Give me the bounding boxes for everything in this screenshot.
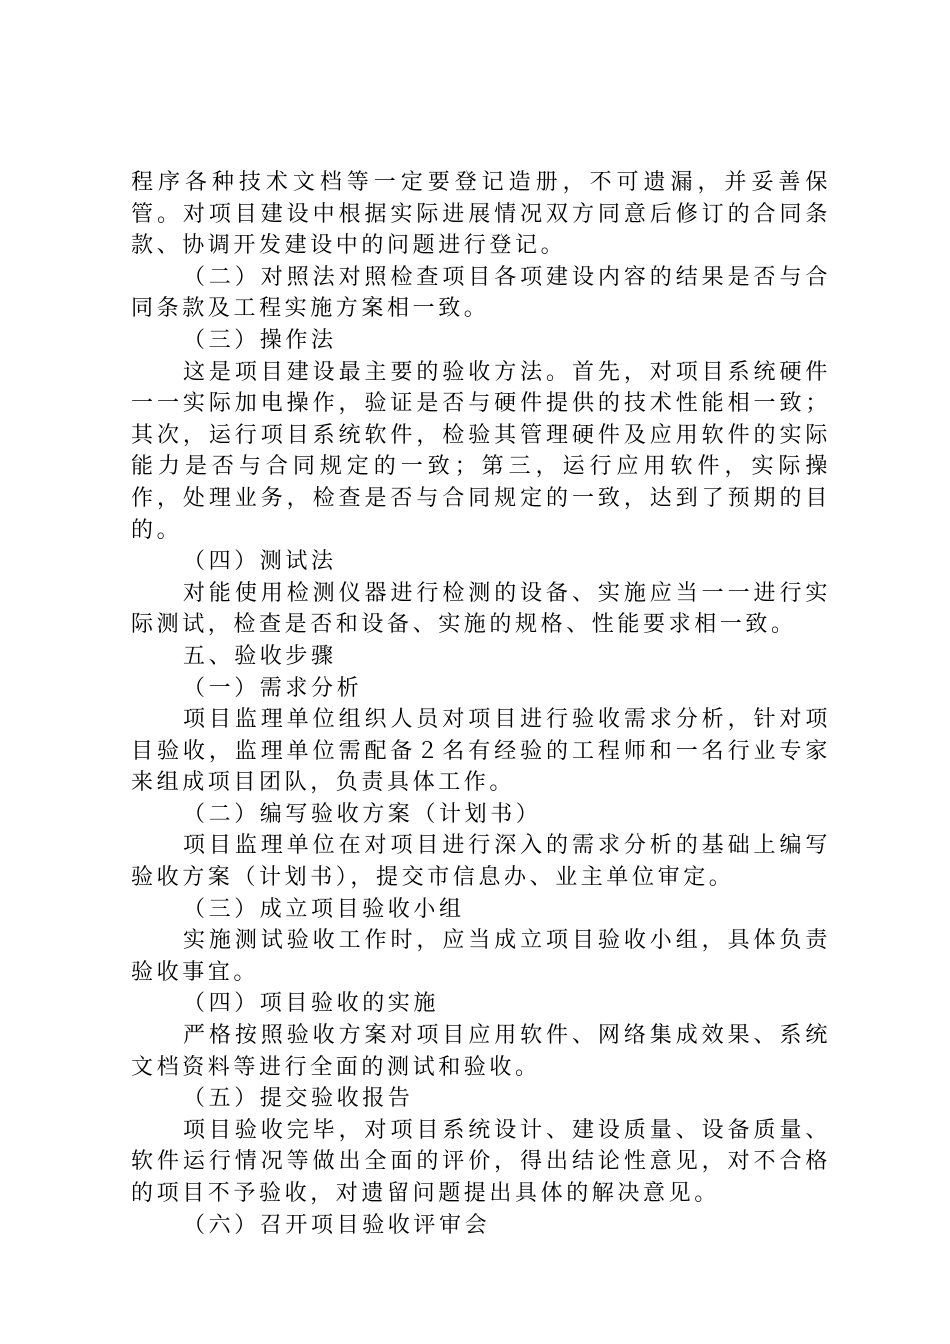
heading-requirements-analysis: （一）需求分析 [183, 675, 363, 701]
document-body [131, 167, 831, 1241]
heading-acceptance-steps: 五、验收步骤 [183, 643, 337, 669]
heading-testing-method: （四）测试法 [183, 549, 337, 575]
paragraph-acceptance-plan: 项目监理单位在对项目进行深入的需求分析的基础上编写验收方案（计划书），提交市信息办、业主单位审定。 [131, 833, 831, 891]
paragraph-acceptance-team: 实施测试验收工作时，应当成立项目验收小组，具体负责验收事宜。 [131, 928, 831, 985]
paragraph-testing-method: 对能使用检测仪器进行检测的设备、实施应当一一进行实际测试，检查是否和设备、实施的规格、性能要求相一致。 [131, 580, 831, 638]
paragraph-requirements-analysis: 项目监理单位组织人员对项目进行验收需求分析，针对项目验收，监理单位需配备２名有经验的工程师和一名行业专家来组成项目团队，负责具体工作。 [131, 707, 831, 796]
paragraph-comparison-method: （二）对照法对照检查项目各项建设内容的结果是否与合同条款及工程实施方案相一致。 [131, 264, 831, 322]
paragraph-acceptance-implementation: 严格按照验收方案对项目应用软件、网络集成效果、系统文档资料等进行全面的测试和验收。 [131, 1023, 831, 1080]
heading-review-meeting: （六）召开项目验收评审会 [183, 1212, 491, 1238]
paragraph-operation-method: 这是项目建设最主要的验收方法。首先，对项目系统硬件一一实际加电操作，验证是否与硬件提供的技术性能相一致；其次，运行项目系统软件，检验其管理硬件及应用软件的实际能力是否与合同规定的一致；第三，运行应用软件，实际操作，处理业务，检查是否与合同规定的一致，达到了预期的目的。 [131, 359, 831, 543]
paragraph-acceptance-report: 项目验收完毕，对项目系统设计、建设质量、设备质量、软件运行情况等做出全面的评价，得出结论性意见，对不合格的项目不予验收，对遗留问题提出具体的解决意见。 [131, 1117, 831, 1206]
heading-acceptance-implementation: （四）项目验收的实施 [183, 991, 440, 1017]
heading-acceptance-plan: （二）编写验收方案（计划书） [183, 801, 542, 827]
heading-acceptance-report: （五）提交验收报告 [183, 1086, 414, 1112]
heading-acceptance-team: （三）成立项目验收小组 [183, 896, 465, 922]
paragraph-intro: 程序各种技术文档等一定要登记造册，不可遗漏，并妥善保管。对项目建设中根据实际进展情况双方同意后修订的合同条款、协调开发建设中的问题进行登记。 [131, 170, 831, 259]
heading-operation-method: （三）操作法 [183, 327, 337, 353]
